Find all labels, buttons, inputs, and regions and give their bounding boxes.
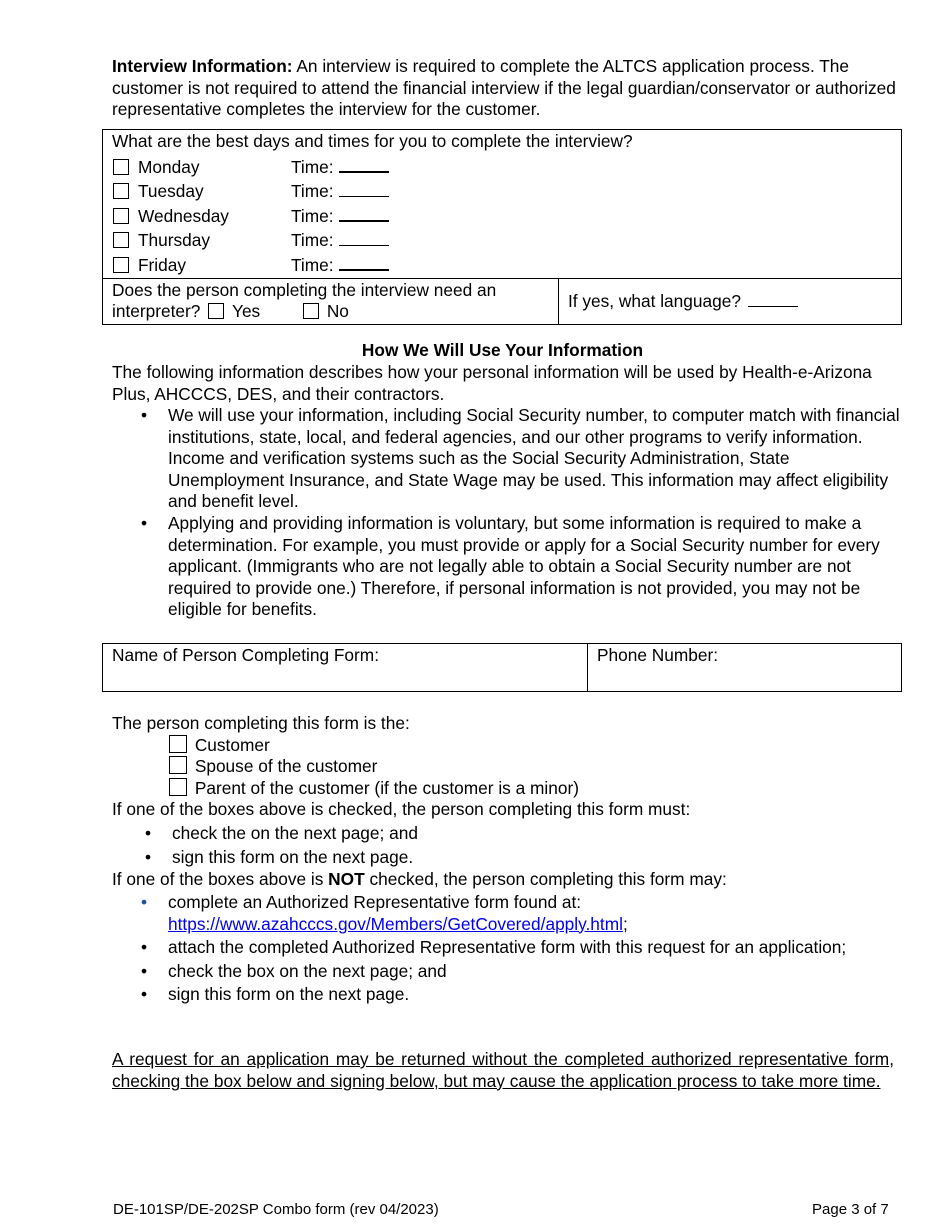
bullet-dot: • — [145, 846, 152, 867]
bullet-dot: • — [141, 984, 148, 1005]
tuesday-time-field[interactable] — [339, 182, 389, 197]
not-checked-intro: If one of the boxes above is NOT checked, the person completing this form may: — [112, 869, 727, 889]
not-checked-bullet — [141, 937, 868, 959]
interview-table-col-divider — [558, 278, 559, 325]
wednesday-time-label: Time: — [291, 206, 389, 228]
friday-time-field[interactable] — [339, 255, 389, 271]
footer-page-number: Page 3 of 7 — [812, 1201, 889, 1218]
interpreter-question-line2: interpreter? Yes No — [112, 301, 349, 321]
name-field-label[interactable]: Name of Person Completing Form: — [112, 645, 379, 665]
not-checked-bullet — [141, 960, 868, 983]
relationship-option-parent — [169, 778, 579, 800]
interpreter-yes-label: Yes — [232, 301, 261, 321]
interview-table-divider — [102, 278, 902, 279]
link-suffix: ; — [622, 913, 628, 934]
thursday-checkbox[interactable] — [113, 232, 129, 248]
bullet-dot: • — [141, 960, 148, 981]
language-question: If yes, what language? — [568, 291, 798, 313]
interview-question: What are the best days and times for you to complete the interview? — [112, 131, 633, 151]
friday-label: Friday — [138, 255, 187, 275]
bullet-dot: • — [141, 937, 148, 958]
language-field[interactable] — [748, 292, 798, 307]
interpreter-question-line1: Does the person completing the interview need an — [112, 280, 497, 300]
relationship-option-spouse — [169, 756, 377, 778]
friday-checkbox[interactable] — [113, 257, 129, 273]
interview-intro — [112, 56, 902, 121]
contact-table-divider — [587, 643, 588, 692]
parent-label: Parent of the customer (if the customer is a minor) — [194, 778, 579, 798]
not-checked-bullet-text: attach the completed Authorized Representative form with this request for an application; — [168, 937, 847, 958]
parent-checkbox[interactable] — [169, 778, 187, 796]
relationship-option-customer — [169, 735, 270, 757]
thursday-time-field[interactable] — [339, 231, 389, 246]
interpreter-question — [112, 280, 552, 322]
monday-time-label: Time: — [291, 157, 389, 179]
apply-link[interactable]: https://www.azahcccs.gov/Members/GetCovered/apply.html — [168, 913, 623, 934]
monday-label: Monday — [138, 157, 200, 177]
footer-form-id: DE-101SP/DE-202SP Combo form (rev 04/2023) — [113, 1201, 439, 1218]
checked-bullet — [145, 846, 872, 870]
phone-field-label[interactable]: Phone Number: — [597, 645, 719, 665]
usage-bullet — [141, 512, 900, 621]
monday-time-field[interactable] — [339, 157, 389, 173]
checked-intro: If one of the boxes above is checked, the person completing this form must: — [112, 799, 691, 819]
wednesday-checkbox[interactable] — [113, 208, 129, 224]
wednesday-time-field[interactable] — [339, 206, 389, 222]
tuesday-checkbox[interactable] — [113, 183, 129, 199]
not-checked-bullet — [141, 892, 868, 935]
wednesday-label: Wednesday — [138, 206, 229, 226]
usage-bullet-text: Applying and providing information is voluntary, but some information is required to make a determination. For example, you must provide or apply for a Social Security number for every applicant. (Immigrants who are not legally able to obtain a Social Security number are not required to provide one.) Therefore, if personal information is not provided, you may not be eligible for benefits. — [168, 512, 880, 620]
tuesday-label: Tuesday — [138, 181, 204, 201]
tuesday-time-label: Time: — [291, 181, 389, 203]
friday-time-label: Time: — [291, 255, 389, 277]
spouse-label: Spouse of the customer — [194, 756, 378, 776]
customer-label: Customer — [194, 735, 270, 755]
interpreter-no-checkbox[interactable] — [303, 303, 319, 319]
interview-heading: Interview Information: — [112, 56, 293, 76]
bullet-dot: • — [141, 405, 148, 425]
not-checked-bullet-text: complete an Authorized Representative form found at: — [168, 892, 582, 912]
not-checked-bullet-text: check the box on the next page; and — [168, 960, 447, 981]
usage-bullet — [141, 405, 900, 513]
checked-bullet — [145, 822, 872, 846]
interview-intro-text: An interview is required to complete the ALTCS application process. The customer is not required to attend the financial interview if the legal guardian/conservator or authorized representative completes the interview for the customer. — [112, 56, 896, 120]
interpreter-no-label: No — [326, 301, 349, 321]
not-checked-bullets — [141, 892, 868, 1006]
customer-checkbox[interactable] — [169, 735, 187, 753]
usage-intro: The following information describes how your personal information will be used by Health-e-Arizona Plus, AHCCCS, DES, and their contractors. — [112, 362, 872, 404]
bullet-dot: • — [141, 892, 148, 912]
not-checked-bullet — [141, 984, 868, 1006]
checked-bullet-text: sign this form on the next page. — [172, 846, 414, 867]
checked-bullet-text: check the on the next page; and — [172, 823, 418, 843]
thursday-time-label: Time: — [291, 230, 389, 252]
usage-bullet-text: We will use your information, including Social Security number, to computer match with financial institutions, state, local, and federal agencies, and our other programs to verify information. Income and verification systems such as the Social Security Administration, State Unemployment Insurance, and State Wage may be used. This information may affect eligibility and benefit level. — [168, 405, 900, 512]
checked-bullets — [145, 822, 872, 869]
bullet-dot: • — [145, 823, 152, 843]
usage-bullets — [141, 405, 900, 621]
relationship-intro: The person completing this form is the: — [112, 713, 410, 733]
spouse-checkbox[interactable] — [169, 756, 187, 774]
interpreter-yes-checkbox[interactable] — [208, 303, 224, 319]
thursday-label: Thursday — [138, 230, 211, 250]
not-checked-bullet-text: sign this form on the next page. — [168, 984, 410, 1005]
bullet-dot: • — [141, 512, 148, 533]
usage-heading: How We Will Use Your Information — [361, 340, 644, 360]
monday-checkbox[interactable] — [113, 159, 129, 175]
notice-text: A request for an application may be returned without the completed authorized representative form, checking the box below and signing below, but may cause the application process to take more time. — [112, 1049, 894, 1091]
